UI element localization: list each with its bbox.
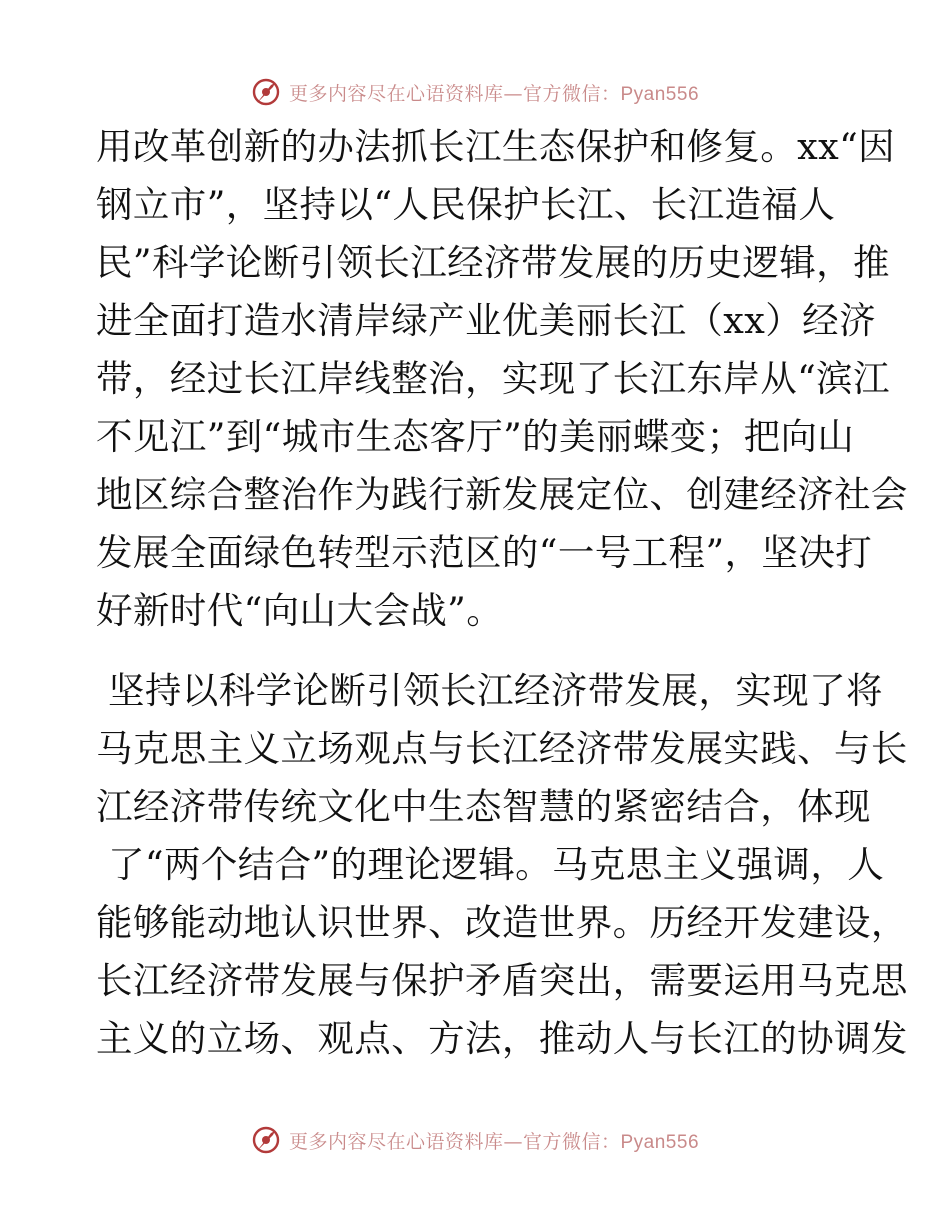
footer-watermark xyxy=(0,1120,950,1160)
text-line: 坚持以科学论断引领长江经济带发展，实现了将 xyxy=(96,669,883,712)
text-line: 主义的立场、观点、方法，推动人与长江的协调发 xyxy=(96,1017,908,1060)
text-line: 带，经过长江岸线整治，实现了长江东岸从“滨江 xyxy=(96,357,890,400)
paragraph-1 xyxy=(96,118,908,640)
quill-circle-logo-icon xyxy=(251,77,281,107)
text-line: 发展全面绿色转型示范区的“一号工程”，坚决打 xyxy=(96,531,873,574)
header-watermark xyxy=(0,72,950,112)
paragraph-2 xyxy=(96,662,908,1068)
text-line: 江经济带传统文化中生态智慧的紧密结合，体现 xyxy=(96,785,871,828)
quill-circle-logo-icon xyxy=(251,1125,281,1155)
text-line: 钢立市”，坚持以“人民保护长江、长江造福人 xyxy=(96,183,836,226)
paragraph-spacer xyxy=(96,640,856,662)
text-line: 好新时代“向山大会战”。 xyxy=(96,589,504,632)
document-body xyxy=(96,118,908,1068)
text-line: 进全面打造水清岸绿产业优美丽长江（xx）经济 xyxy=(96,299,876,342)
text-line: 能够能动地认识世界、改造世界。历经开发建设， xyxy=(96,901,908,944)
text-line: 不见江”到“城市生态客厅”的美丽蝶变；把向山 xyxy=(96,415,855,458)
text-line: 民”科学论断引领长江经济带发展的历史逻辑，推 xyxy=(96,241,890,284)
text-line: 马克思主义立场观点与长江经济带发展实践、与长 xyxy=(96,727,908,770)
watermark-text: 更多内容尽在心语资料库—官方微信：Pyan556 xyxy=(288,82,700,105)
text-line: 了“两个结合”的理论逻辑。马克思主义强调，人 xyxy=(96,843,885,886)
text-line: 用改革创新的办法抓长江生态保护和修复。xx“因 xyxy=(96,125,896,168)
text-line: 长江经济带发展与保护矛盾突出，需要运用马克思 xyxy=(96,959,908,1002)
text-line: 地区综合整治作为践行新发展定位、创建经济社会 xyxy=(96,473,908,516)
watermark-text: 更多内容尽在心语资料库—官方微信：Pyan556 xyxy=(288,1130,700,1153)
